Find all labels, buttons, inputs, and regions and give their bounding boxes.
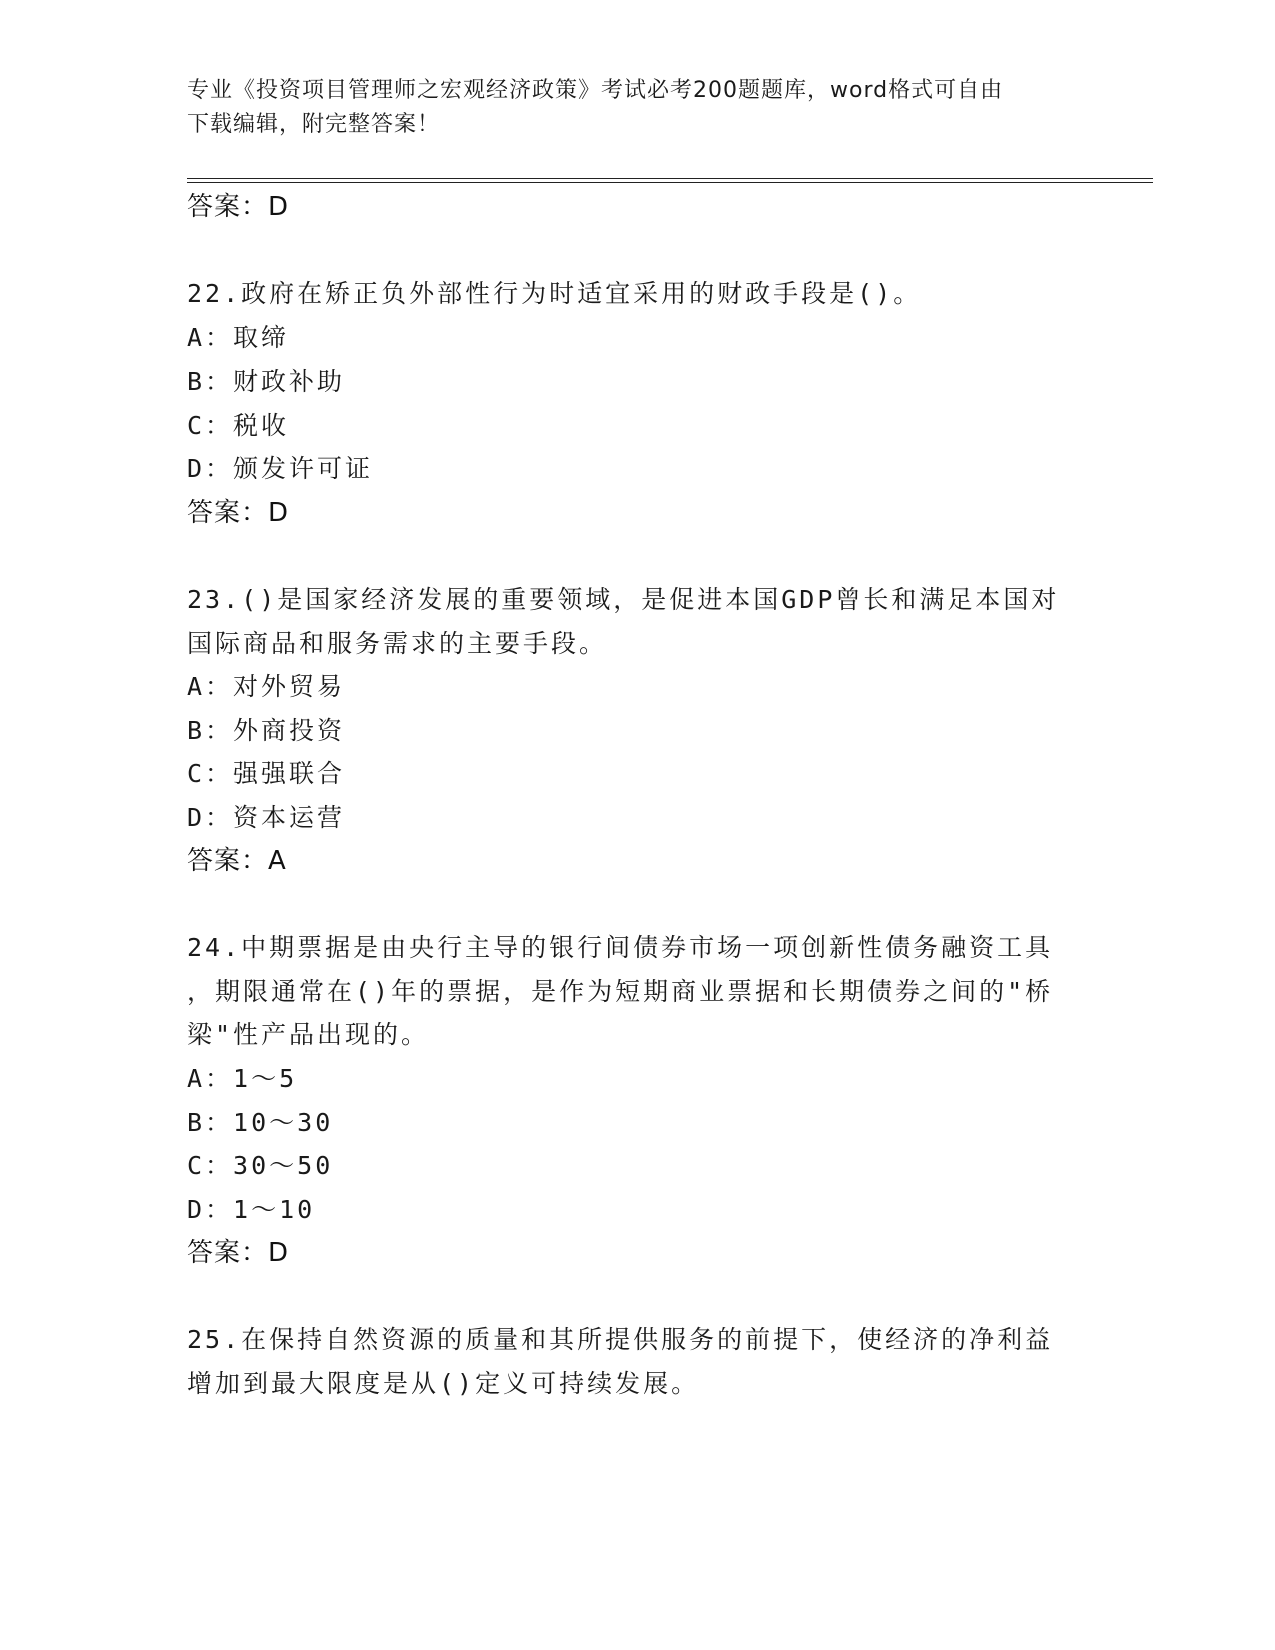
question-22-option-b: B：财政补助 — [187, 367, 346, 396]
question-22-option-a: A：取缔 — [187, 323, 290, 352]
question-23-option-d: D：资本运营 — [187, 803, 346, 832]
answer-previous: 答案：D — [187, 192, 290, 222]
question-24-option-c: C：30～50 — [187, 1151, 334, 1180]
question-25-stem-line-1: 25.在保持自然资源的质量和其所提供服务的前提下，使经济的净利益 — [187, 1325, 1054, 1354]
question-24-stem-line-3: 梁"性产品出现的。 — [187, 1020, 430, 1049]
question-24-option-a: A：1～5 — [187, 1064, 298, 1093]
question-23-option-c: C：强强联合 — [187, 759, 346, 788]
question-24-stem-line-2: ，期限通常在()年的票据，是作为短期商业票据和长期债券之间的"桥 — [187, 977, 1054, 1006]
question-23-answer: 答案：A — [187, 846, 287, 876]
header-line-1: 专业《投资项目管理师之宏观经济政策》考试必考200题题库，word格式可自由 — [187, 78, 1004, 103]
question-23-option-b: B：外商投资 — [187, 716, 346, 745]
question-23-option-a: A：对外贸易 — [187, 672, 346, 701]
question-22-stem: 22.政府在矫正负外部性行为时适宜采用的财政手段是()。 — [187, 279, 922, 308]
question-23-stem-line-1: 23.()是国家经济发展的重要领域，是促进本国GDP曾长和满足本国对 — [187, 585, 1060, 614]
question-24-option-d: D：1～10 — [187, 1195, 316, 1224]
question-25-stem-line-2: 增加到最大限度是从()定义可持续发展。 — [187, 1369, 700, 1398]
question-24-option-b: B：10～30 — [187, 1108, 334, 1137]
question-24-answer: 答案：D — [187, 1238, 290, 1268]
header-rule-top — [187, 178, 1153, 179]
header-line-2: 下载编辑，附完整答案！ — [187, 112, 441, 137]
question-22-option-d: D：颁发许可证 — [187, 454, 374, 483]
header-rule-bottom — [187, 182, 1153, 183]
question-23-stem-line-2: 国际商品和服务需求的主要手段。 — [187, 629, 608, 658]
question-22-answer: 答案：D — [187, 498, 290, 528]
document-header — [187, 74, 1067, 142]
question-22-option-c: C：税收 — [187, 411, 290, 440]
question-24-stem-line-1: 24.中期票据是由央行主导的银行间债券市场一项创新性债务融资工具 — [187, 933, 1054, 962]
